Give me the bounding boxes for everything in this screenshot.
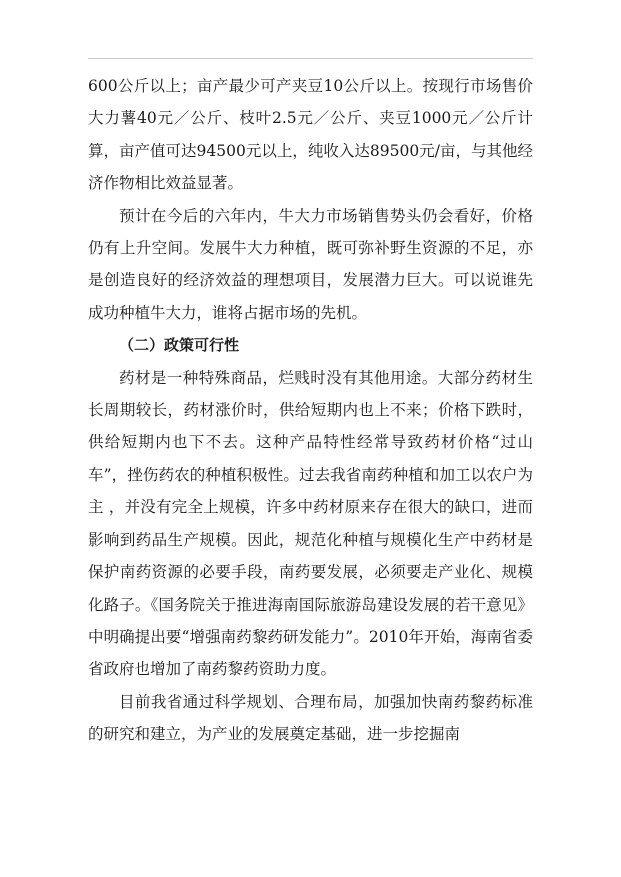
paragraph-market-outlook: 预计在今后的六年内，牛大力市场销售势头仍会看好，价格仍有上升空间。发展牛大力种植，既可弥补野生资源的不足，亦是创造良好的经济效益的理想项目，发展潜力巨大。可以说谁先成功种植牛大力，谁将占据市场的先机。 bbox=[88, 206, 533, 322]
paragraph-yield-and-income: 600公斤以上；亩产最少可产夹豆10公斤以上。按现行市场售价大力薯40元／公斤、枝叶2.5元／公斤、夹豆1000元／公斤计算，亩产值可达94500元以上，纯收入达89500元/亩，与其他经济作物相比效益显著。 bbox=[88, 77, 533, 193]
section-heading-policy-feasibility: （二）政策可行性 bbox=[119, 336, 240, 355]
paragraph-current-measures: 目前我省通过科学规划、合理布局，加强加快南药黎药标准的研究和建立，为产业的发展奠定基础，进一步挖掘南 bbox=[88, 692, 533, 744]
header-rule bbox=[88, 58, 533, 59]
paragraph-policy-background: 药材是一种特殊商品，烂贱时没有其他用途。大部分药材生长周期较长，药材涨价时，供给短期内也上不来；价格下跌时，供给短期内也下不去。这种产品特性经常导致药材价格“过山车”，挫伤药农的种植积极性。过去我省南药种植和加工以农户为主 ，并没有完全上规模，许多中药材原来存在很大的缺口，进而影响到药品生产规模。因此，规范化种植与规模化生产中药材是保护南药资源的必要手段，南药要发展，必须要走产业化、规模化路子。《国务院关于推进海南国际旅游岛建设发展的若干意见》中明确提出要“增强南药黎药研发能力”。2010年开始，海南省委省政府也增加了南药黎药资助力度。 bbox=[88, 368, 533, 679]
document-body bbox=[88, 70, 533, 751]
